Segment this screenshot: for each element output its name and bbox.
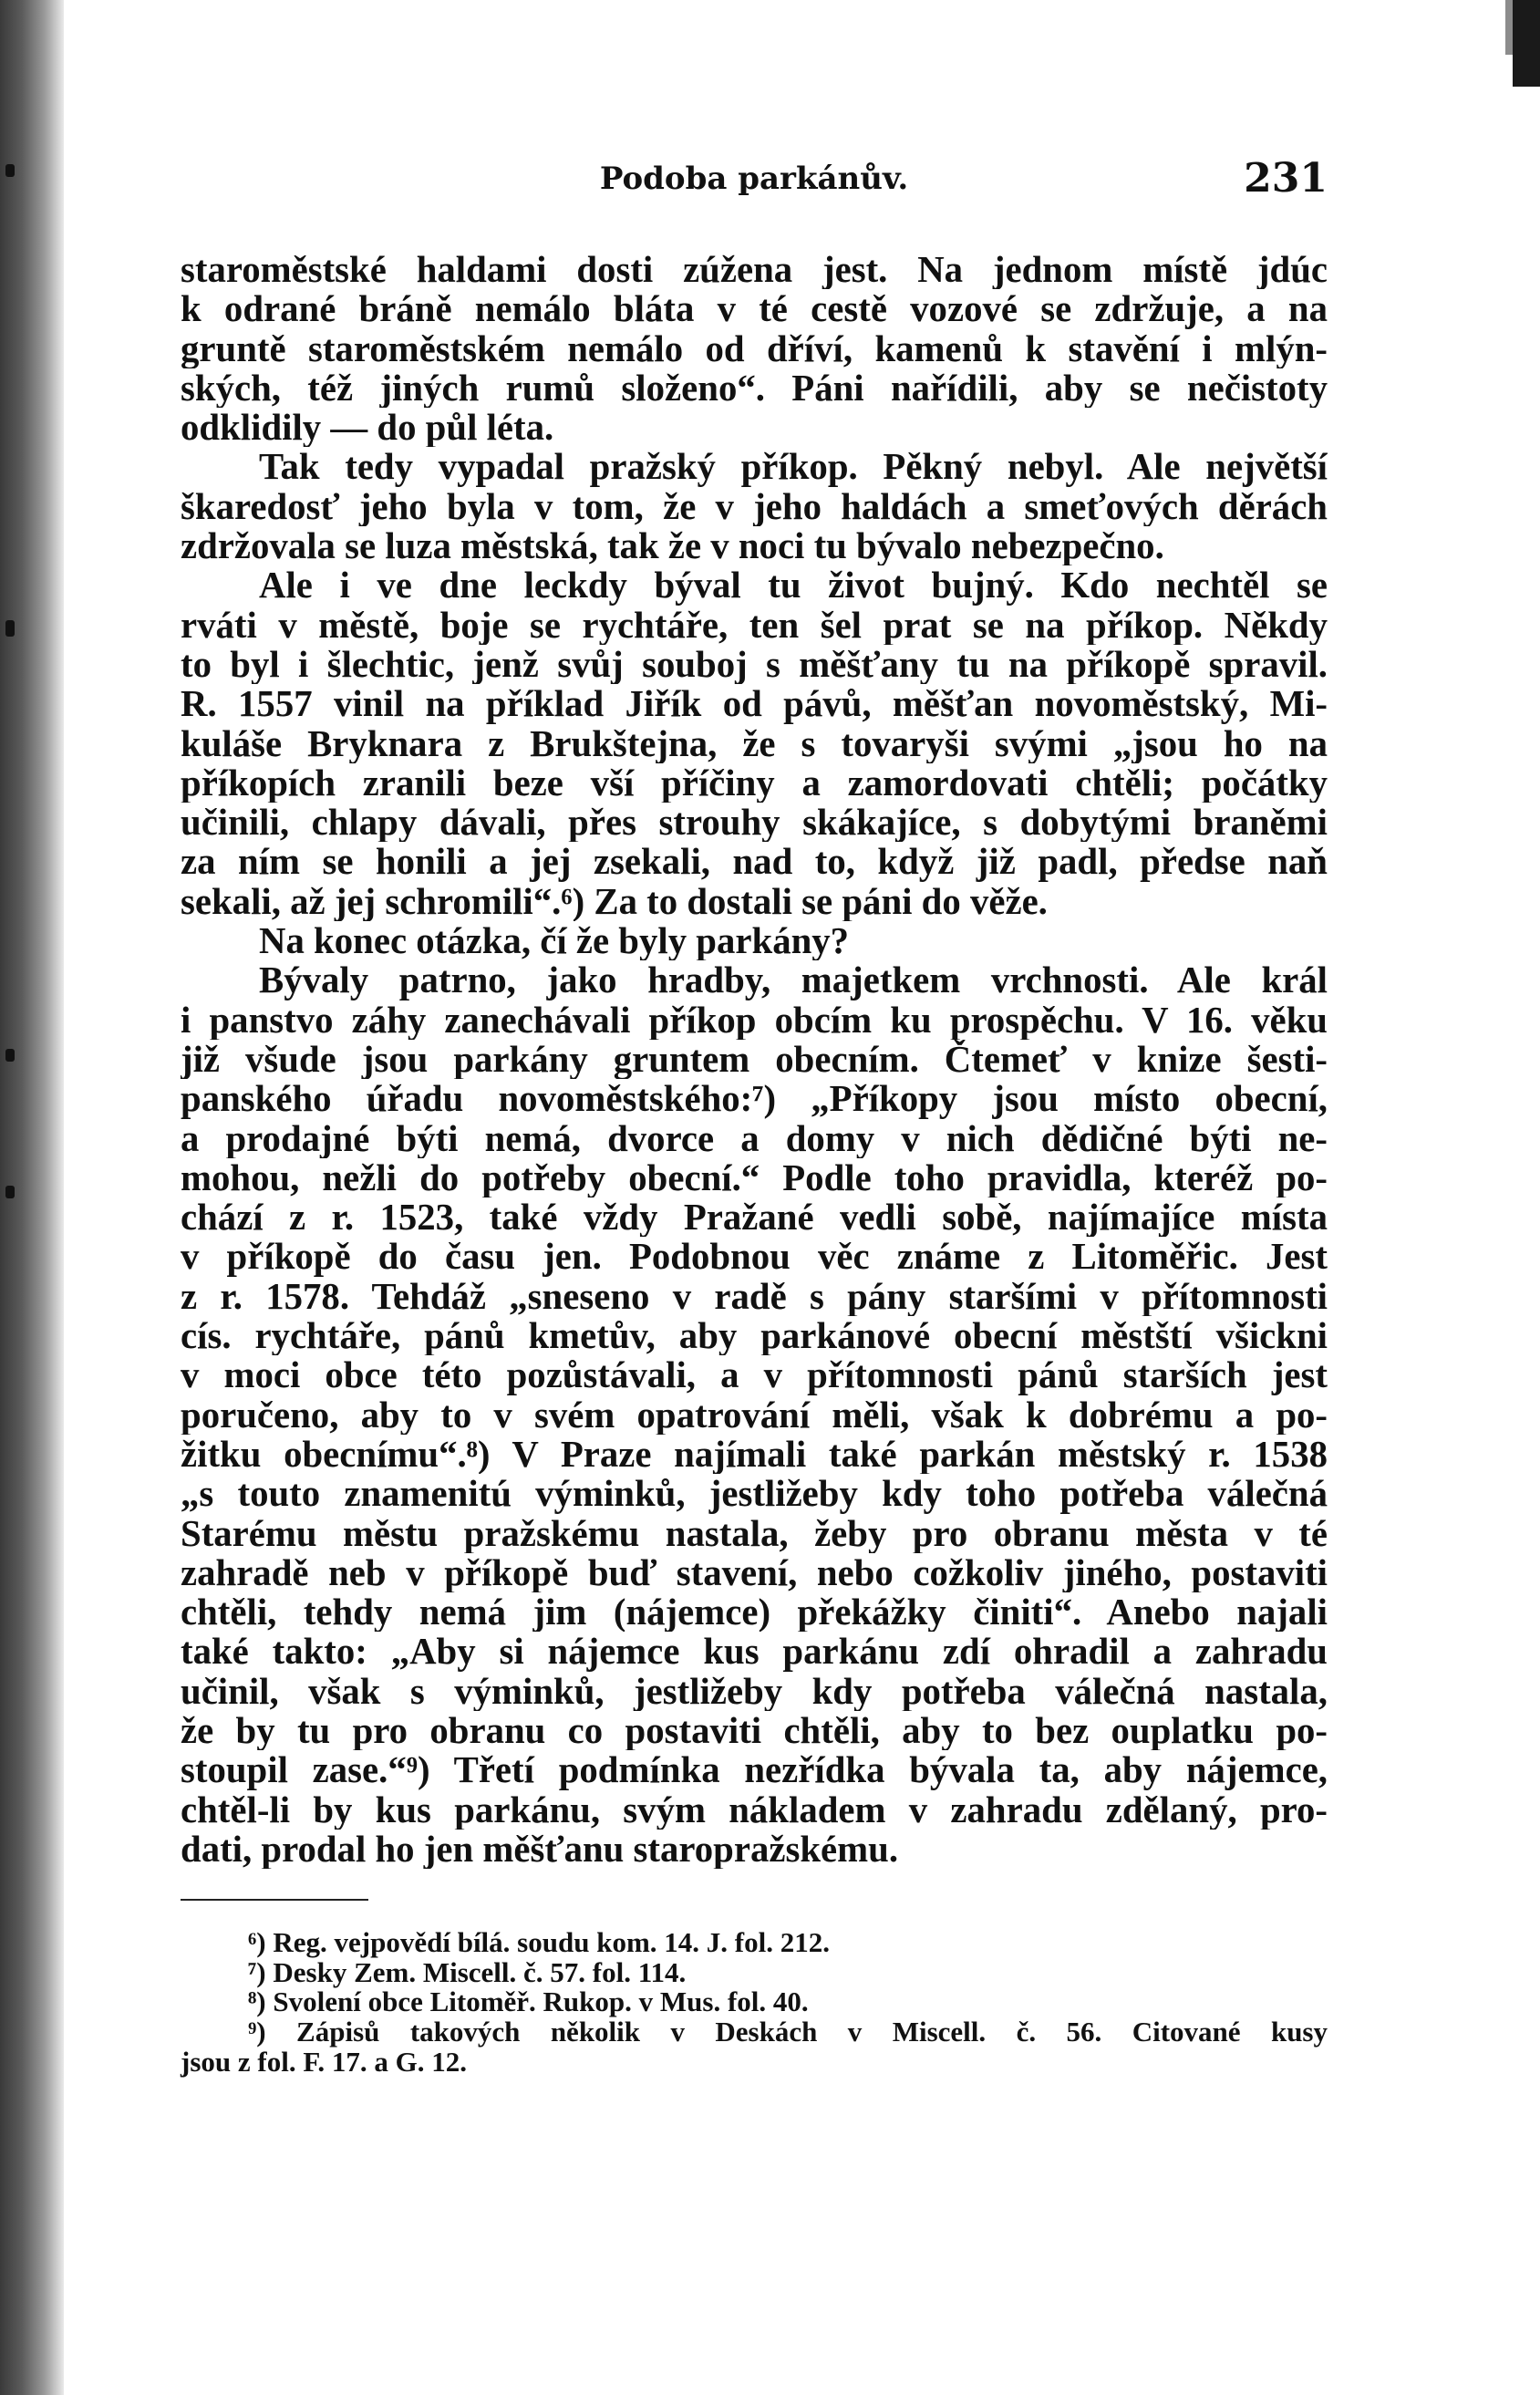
text-line: k odrané bráně nemálo bláta v té cestě vozové se zdržuje, a na (181, 289, 1328, 329)
text-line: již všude jsou parkány gruntem obecním. Čtemeť v knize šesti- (181, 1039, 1328, 1080)
text-line: odklidily — do půl léta. (181, 408, 554, 448)
text-line: Tak tedy vypadal pražský příkop. Pěkný nebyl. Ale největší (259, 447, 1328, 487)
text-line: v příkopě do času jen. Podobnou věc známe z Litoměřic. Jest (181, 1237, 1328, 1277)
text-line: Na konec otázka, čí že byly parkány? (259, 921, 850, 961)
text-line: z r. 1578. Tehdáž „sneseno v radě s pány staršími v přítomnosti (181, 1276, 1328, 1317)
scan-mark (5, 1049, 15, 1062)
text-line: příkopích zranili beze vší příčiny a zamordovati chtěli; počátky (181, 762, 1328, 804)
footnote: ⁶) Reg. vejpovědí bílá. soudu kom. 14. J. fol. 212. (248, 1926, 830, 1958)
text-line: Starému městu pražskému nastala, žeby pro obranu města v té (181, 1513, 1328, 1553)
text-line: chtěli, tehdy nemá jim (nájemce) překážky činiti“. Anebo najali (181, 1592, 1328, 1633)
page-binding-edge (0, 0, 64, 2395)
text-line: za ním se honili a jej zsekali, nad to, když již padl, předse naň (181, 842, 1328, 882)
text-line: dati, prodal ho jen měšťanu staropražskému. (181, 1829, 899, 1870)
scan-corner-shadow (1513, 0, 1540, 87)
footnote-separator (181, 1899, 368, 1901)
text-line: mohou, nežli do potřeby obecní.“ Podle toho pravidla, kteréž po- (181, 1157, 1328, 1198)
text-line: kuláše Bryknara z Brukštejna, že s tovaryši svými „jsou ho na (181, 723, 1328, 763)
text-line: poručeno, aby to v svém opatrování měli, však k dobrému a po- (181, 1394, 1328, 1435)
running-header (181, 155, 1328, 202)
running-title: Podoba parkánův. (599, 161, 909, 197)
scan-corner-shadow (1505, 0, 1513, 55)
text-line: chází z r. 1523, také vždy Pražané vedli sobě, najímajíce místa (181, 1198, 1328, 1238)
text-line: žitku obecnímu“.⁸) V Praze najímali také parkán městský r. 1538 (181, 1434, 1328, 1475)
text-line: to byl i šlechtic, jenž svůj souboj s měšťany tu na příkopě spravil. (181, 644, 1328, 685)
page-number: 231 (1244, 155, 1328, 202)
text-line: také takto: „Aby si nájemce kus parkánu zdí ohradil a zahradu (181, 1632, 1328, 1672)
text-line: i panstvo záhy zanechávali příkop obcím ku prospěchu. V 16. věku (181, 1000, 1328, 1040)
text-line: v moci obce této pozůstávali, a v přítomnosti pánů starších jest (181, 1355, 1328, 1395)
footnote: ⁸) Svolení obce Litoměř. Rukop. v Mus. fol. 40. (248, 1985, 809, 2018)
text-line: stoupil zase.“⁹) Třetí podmínka nezřídka bývala ta, aby nájemce, (181, 1750, 1328, 1790)
text-line: sekali, až jej schromili“.⁶) Za to dostali se páni do věže. (181, 881, 1048, 922)
text-line: učinil, však s výminků, jestližeby kdy potřeba válečná nastala, (181, 1671, 1328, 1711)
text-line: Bývaly patrno, jako hradby, majetkem vrchnosti. Ale král (259, 960, 1328, 1001)
footnote: jsou z fol. F. 17. a G. 12. (181, 2045, 468, 2078)
footnote: ⁷) Desky Zem. Miscell. č. 57. fol. 114. (248, 1955, 687, 1988)
text-line: zdržovala se luza městská, tak že v noci tu bývalo nebezpečno. (181, 526, 1164, 566)
body-text (181, 250, 1328, 1869)
text-line: „s touto znamenitú výminků, jestližeby kdy toho potřeba válečná (181, 1474, 1328, 1514)
text-line: R. 1557 vinil na příklad Jiřík od pávů, měšťan novoměstský, Mi- (181, 684, 1328, 724)
text-line: chtěl-li by kus parkánu, svým nákladem v zahradu zdělaný, pro- (181, 1789, 1328, 1830)
text-line: a prodajné býti nemá, dvorce a domy v nich dědičné býti ne- (181, 1118, 1328, 1158)
text-line: škaredosť jeho byla v tom, že v jeho haldách a smeťových děrách (181, 486, 1328, 527)
footnotes (181, 1928, 1328, 2078)
text-line: Ale i ve dne leckdy býval tu život bujný. Kdo nechtěl se (259, 565, 1328, 606)
text-line: učinili, chlapy dávali, přes strouhy skákajíce, s dobytými braněmi (181, 803, 1328, 843)
text-line: staroměstské haldami dosti zúžena jest. Na jednom místě jdúc (181, 250, 1328, 290)
scan-mark (5, 620, 15, 637)
footnote: ⁹) Zápisů takových několik v Deskách v Miscell. č. 56. Citované kusy (248, 2016, 1328, 2048)
text-line: zahradě neb v příkopě buď stavení, nebo cožkoliv jiného, postaviti (181, 1552, 1328, 1593)
text-line: rváti v městě, boje se rychtáře, ten šel prat se na příkop. Někdy (181, 605, 1328, 645)
text-line: panského úřadu novoměstského:⁷) „Příkopy jsou místo obecní, (181, 1079, 1328, 1119)
text-line: cís. rychtáře, pánů kmetův, aby parkánové obecní městští všickni (181, 1316, 1328, 1356)
text-line: že by tu pro obranu co postaviti chtěli, aby to bez ouplatku po- (181, 1710, 1328, 1751)
scan-mark (5, 164, 15, 177)
scan-mark (5, 1186, 15, 1198)
text-line: gruntě staroměstském nemálo od dříví, kamenů k stavění i mlýn- (181, 328, 1328, 368)
text-line: ských, též jiných rumů složeno“. Páni nařídili, aby se nečistoty (181, 368, 1328, 409)
